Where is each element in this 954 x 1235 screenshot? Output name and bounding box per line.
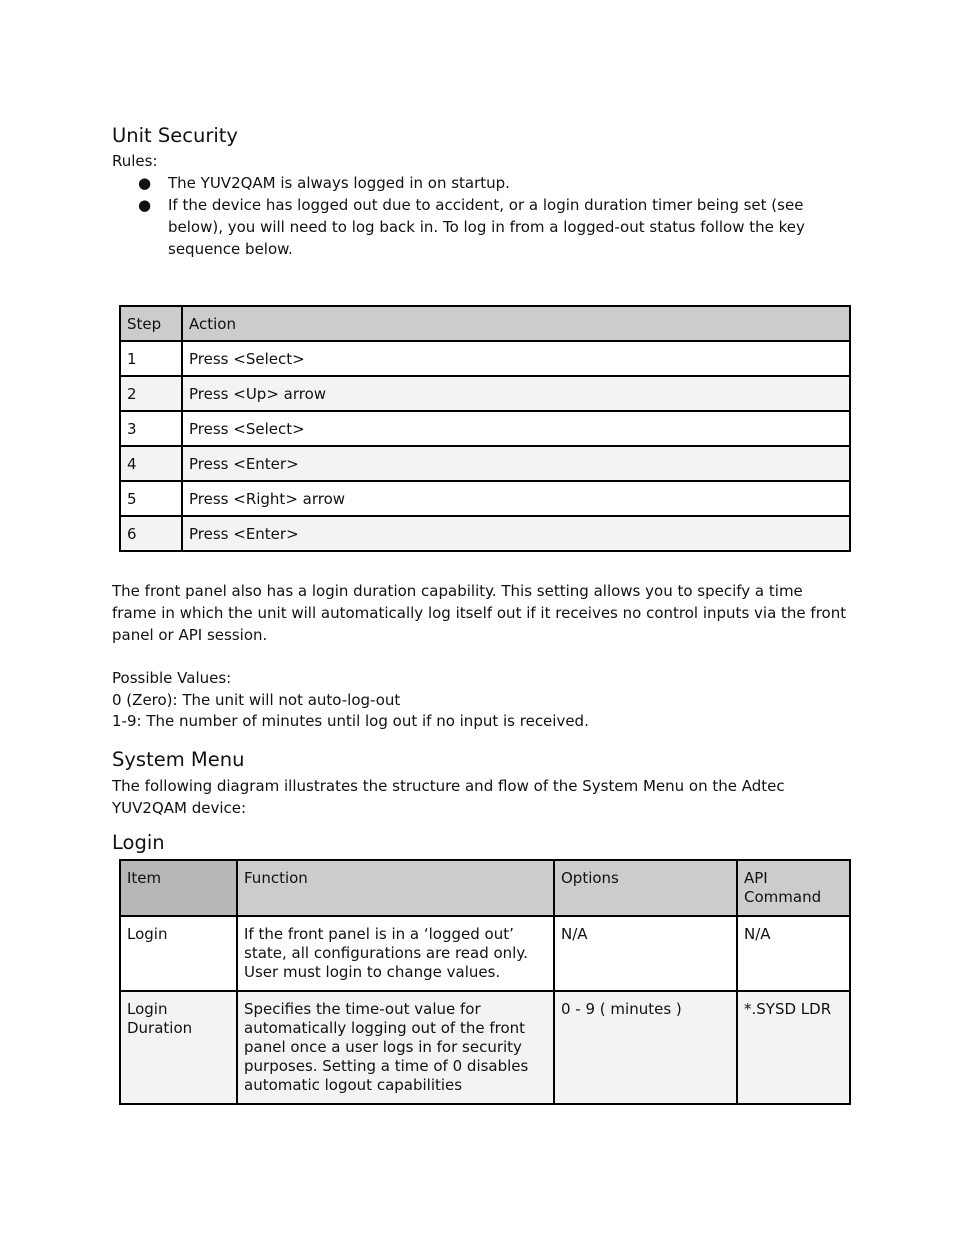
rule-text: The YUV2QAM is always logged in on startup. [168, 174, 510, 192]
login-steps-table [119, 305, 851, 552]
rules-list [112, 172, 840, 260]
possible-value-range: 1-9: The number of minutes until log out if no input is received. [112, 712, 589, 730]
table-row [120, 516, 850, 551]
step-action: Press <Enter> [182, 516, 850, 551]
options-cell: N/A [554, 916, 737, 991]
login-heading: Login [112, 831, 165, 854]
table-row [120, 446, 850, 481]
table-row [120, 916, 850, 991]
api-command-cell: N/A [737, 916, 850, 991]
rules-label: Rules: [112, 152, 158, 170]
table-header-row [120, 860, 850, 916]
step-action: Press <Up> arrow [182, 376, 850, 411]
system-menu-heading: System Menu [112, 748, 245, 771]
table-row [120, 376, 850, 411]
login-menu-table [119, 859, 851, 1105]
options-cell: 0 - 9 ( minutes ) [554, 991, 737, 1104]
table-row [120, 991, 850, 1104]
column-header-step: Step [120, 306, 182, 341]
step-number: 1 [120, 341, 182, 376]
step-action: Press <Enter> [182, 446, 850, 481]
table-row [120, 481, 850, 516]
api-command-cell: *.SYSD LDR [737, 991, 850, 1104]
list-item [112, 194, 840, 260]
unit-security-heading: Unit Security [112, 124, 238, 147]
list-item [112, 172, 840, 194]
table-row [120, 341, 850, 376]
item-cell: Login Duration [120, 991, 237, 1104]
table-row [120, 411, 850, 446]
step-action: Press <Select> [182, 411, 850, 446]
step-number: 6 [120, 516, 182, 551]
step-action: Press <Select> [182, 341, 850, 376]
table-header-row [120, 306, 850, 341]
function-cell: If the front panel is in a ‘logged out’ state, all configurations are read only. User must login to change values. [237, 916, 554, 991]
item-cell: Login [120, 916, 237, 991]
step-action: Press <Right> arrow [182, 481, 850, 516]
possible-values-label: Possible Values: [112, 669, 232, 687]
column-header-item: Item [120, 860, 237, 916]
column-header-action: Action [182, 306, 850, 341]
login-duration-paragraph: The front panel also has a login duration capability. This setting allows you to specify a time frame in which the unit will automatically log itself out if it receives no control inputs via the front panel or API session. [112, 582, 847, 644]
step-number: 5 [120, 481, 182, 516]
step-number: 2 [120, 376, 182, 411]
function-cell: Specifies the time-out value for automatically logging out of the front panel once a user logs in for security purposes. Setting a time of 0 disables automatic logout capabilities [237, 991, 554, 1104]
bullet-icon: ● [138, 174, 152, 192]
step-number: 3 [120, 411, 182, 446]
column-header-options: Options [554, 860, 737, 916]
rule-text: If the device has logged out due to accident, or a login duration timer being set (see below), you will need to log back in. To log in from a logged-out status follow the key sequence below. [168, 196, 805, 258]
column-header-api-command: API Command [737, 860, 850, 916]
bullet-icon: ● [138, 196, 152, 214]
column-header-function: Function [237, 860, 554, 916]
possible-value-zero: 0 (Zero): The unit will not auto-log-out [112, 691, 401, 709]
step-number: 4 [120, 446, 182, 481]
system-menu-description: The following diagram illustrates the structure and flow of the System Menu on the Adtec YUV2QAM device: [112, 777, 785, 817]
